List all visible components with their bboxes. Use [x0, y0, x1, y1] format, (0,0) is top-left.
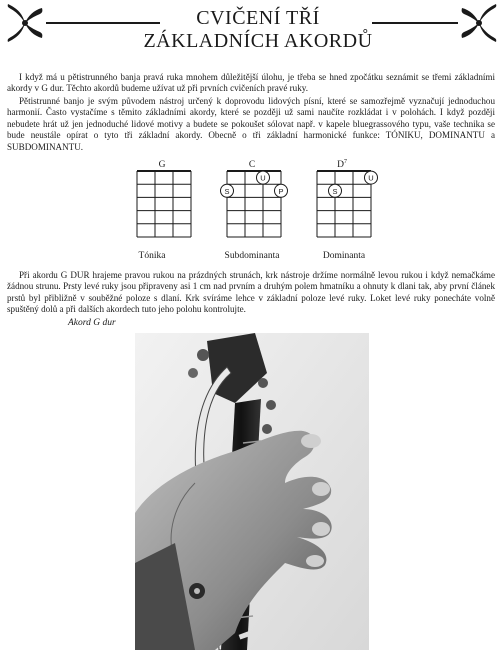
banjo-hand-photo — [135, 333, 369, 650]
chord-grid-g — [137, 171, 191, 237]
chord-function-tonic: Tónika — [138, 251, 166, 261]
title-line-2: ZÁKLADNÍCH AKORDŮ — [143, 30, 373, 52]
photo-caption: Akord G dur — [68, 318, 116, 328]
chord-diagrams — [0, 155, 504, 265]
chord-name-c: C — [248, 160, 256, 171]
chord-grid-c — [224, 171, 284, 237]
finger-label: S — [224, 186, 230, 196]
page-title — [120, 7, 396, 53]
g-major-paragraph: Při akordu G DUR hrajeme pravou rukou na prázdných strunách, krk nástroje držíme normálně levou rukou i když nemačkáme žádnou strunu. Prsty levé ruky jsou připraveny asi 1 cm nad prvním a druhým polem hmatníku a ohnuty k dlani tak, aby první článek prstů byl přibližně v souběžné poloze s dlaní. Krk svíráme lehce v základní poloze levé ruky. Loket levé ruky ponecháte volně spuštěný dolů a při dalších akordech tuto jeho polohu kontrolujte. — [7, 270, 495, 315]
leaf-ornament-right-icon — [458, 2, 500, 44]
chord-function-subdominant: Subdominanta — [224, 251, 280, 261]
title-line-1: CVIČENÍ TŘÍ — [196, 7, 320, 29]
finger-label: P — [278, 186, 284, 196]
intro-paragraph: I když má u pětistrunného banja pravá ruka mnohem důležitější úlohu, je třeba se hned zpočátku seznámit se třemi základními akordy v G dur. Těchto akordů budeme užívat už při prvních cvičeních pravé ruky. — [7, 72, 495, 94]
finger-label: U — [368, 173, 374, 183]
chord-name-g: G — [158, 160, 166, 171]
history-paragraph: Pětistrunné banjo je svým původem nástroj určený k doprovodu lidových písní, které se samozřejmě vyznačují jednoduchou harmonií. Často vystačíme s těmito základními akordy, které se později už sami naučíte rozkládat i v polohách. I když později nebudete hrát už jen jednoduché lidové motivy a budete se pokoušet sólovat např. v kapele bluegrassového typu, vaše technika se bude neustále opírat o tyto tři základní akordy. Obecně o tři základní harmonické funkce: TÓNIKU, DOMINANTU a SUBDOMINANTU. — [7, 96, 495, 152]
leaf-ornament-left-icon — [4, 2, 46, 44]
finger-label: U — [260, 173, 266, 183]
chord-function-dominant: Dominanta — [322, 251, 366, 261]
chord-grid-d7 — [317, 171, 374, 237]
header-rule-right — [372, 22, 458, 24]
chord-name-d7: $D^7$ — [337, 159, 347, 171]
finger-label: S — [332, 186, 338, 196]
